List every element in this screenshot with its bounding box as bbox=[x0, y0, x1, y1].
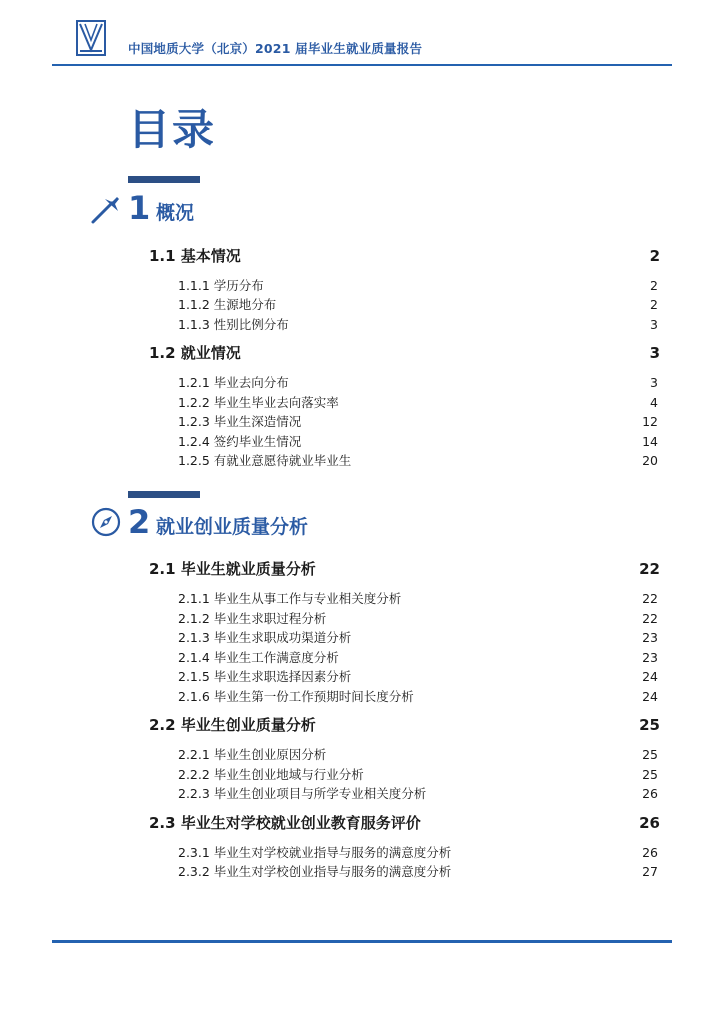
entry-page: 25 bbox=[642, 767, 658, 782]
entry-label: 2.2.1 毕业生创业原因分析 bbox=[178, 747, 327, 762]
toc-entry[interactable] bbox=[178, 845, 658, 863]
entry-label: 1.2.2 毕业生毕业去向落实率 bbox=[178, 395, 339, 410]
entry-page: 3 bbox=[650, 375, 658, 390]
toc-entry[interactable] bbox=[178, 297, 658, 315]
toc-entry[interactable] bbox=[178, 630, 658, 648]
university-logo bbox=[76, 20, 106, 56]
entry-page: 26 bbox=[642, 786, 658, 801]
chapter-2-bar bbox=[128, 491, 200, 498]
entry-label: 2.1.4 毕业生工作满意度分析 bbox=[178, 650, 339, 665]
rock-hammer-icon bbox=[90, 193, 122, 225]
chapter-2-number: 2 bbox=[128, 503, 151, 541]
entry-page: 3 bbox=[650, 317, 658, 332]
toc-entry[interactable] bbox=[178, 650, 658, 668]
section-label: 2.3 毕业生对学校就业创业教育服务评价 bbox=[149, 814, 421, 832]
chapter-1-title: 概况 bbox=[156, 202, 195, 224]
entry-page: 27 bbox=[642, 864, 658, 879]
entry-page: 23 bbox=[642, 630, 658, 645]
footer-divider bbox=[52, 940, 672, 943]
toc-entry[interactable] bbox=[178, 453, 658, 471]
entry-label: 2.2.3 毕业生创业项目与所学专业相关度分析 bbox=[178, 786, 427, 801]
toc-entry[interactable] bbox=[178, 317, 658, 335]
section-label: 2.1 毕业生就业质量分析 bbox=[149, 560, 316, 578]
entry-page: 4 bbox=[650, 395, 658, 410]
entry-page: 22 bbox=[642, 591, 658, 606]
section-label: 1.1 基本情况 bbox=[149, 247, 241, 265]
toc-entry[interactable] bbox=[178, 669, 658, 687]
entry-label: 1.1.2 生源地分布 bbox=[178, 297, 277, 312]
toc-section-2-3[interactable] bbox=[149, 813, 660, 835]
section-page: 3 bbox=[649, 344, 660, 362]
chapter-1-number: 1 bbox=[128, 189, 151, 227]
entry-label: 1.2.1 毕业去向分布 bbox=[178, 375, 289, 390]
report-header-title: 中国地质大学（北京）2021 届毕业生就业质量报告 bbox=[128, 41, 423, 56]
entry-page: 23 bbox=[642, 650, 658, 665]
entry-page: 22 bbox=[642, 611, 658, 626]
entry-label: 2.3.2 毕业生对学校创业指导与服务的满意度分析 bbox=[178, 864, 452, 879]
toc-entry[interactable] bbox=[178, 747, 658, 765]
entry-page: 14 bbox=[642, 434, 658, 449]
entry-page: 2 bbox=[650, 297, 658, 312]
entry-label: 2.1.2 毕业生求职过程分析 bbox=[178, 611, 327, 626]
toc-entry[interactable] bbox=[178, 786, 658, 804]
entry-label: 2.1.6 毕业生第一份工作预期时间长度分析 bbox=[178, 689, 414, 704]
header-divider bbox=[52, 64, 672, 66]
chapter-2-title: 就业创业质量分析 bbox=[156, 516, 309, 538]
entry-page: 2 bbox=[650, 278, 658, 293]
entry-label: 2.2.2 毕业生创业地域与行业分析 bbox=[178, 767, 364, 782]
entry-label: 2.1.1 毕业生从事工作与专业相关度分析 bbox=[178, 591, 402, 606]
toc-entry[interactable] bbox=[178, 864, 658, 882]
entry-label: 2.3.1 毕业生对学校就业指导与服务的满意度分析 bbox=[178, 845, 452, 860]
toc-entry[interactable] bbox=[178, 414, 658, 432]
entry-page: 12 bbox=[642, 414, 658, 429]
toc-entry[interactable] bbox=[178, 767, 658, 785]
toc-entry[interactable] bbox=[178, 611, 658, 629]
toc-section-2-1[interactable] bbox=[149, 559, 660, 581]
section-label: 1.2 就业情况 bbox=[149, 344, 241, 362]
entry-label: 1.1.3 性别比例分布 bbox=[178, 317, 289, 332]
section-page: 26 bbox=[639, 814, 660, 832]
toc-entry[interactable] bbox=[178, 689, 658, 707]
entry-label: 1.1.1 学历分布 bbox=[178, 278, 264, 293]
toc-entry[interactable] bbox=[178, 591, 658, 609]
entry-page: 24 bbox=[642, 669, 658, 684]
entry-label: 2.1.5 毕业生求职选择因素分析 bbox=[178, 669, 352, 684]
section-page: 2 bbox=[649, 247, 660, 265]
entry-page: 26 bbox=[642, 845, 658, 860]
toc-section-2-2[interactable] bbox=[149, 715, 660, 737]
section-label: 2.2 毕业生创业质量分析 bbox=[149, 716, 316, 734]
toc-section-1-2[interactable] bbox=[149, 343, 660, 365]
entry-label: 1.2.5 有就业意愿待就业毕业生 bbox=[178, 453, 352, 468]
section-page: 22 bbox=[639, 560, 660, 578]
toc-entry[interactable] bbox=[178, 434, 658, 452]
toc-section-1-1[interactable] bbox=[149, 246, 660, 268]
chapter-1-bar bbox=[128, 176, 200, 183]
section-page: 25 bbox=[639, 716, 660, 734]
entry-page: 20 bbox=[642, 453, 658, 468]
toc-entry[interactable] bbox=[178, 375, 658, 393]
toc-entry[interactable] bbox=[178, 395, 658, 413]
toc-entry[interactable] bbox=[178, 278, 658, 296]
page-title: 目录 bbox=[128, 105, 217, 154]
compass-icon bbox=[90, 506, 122, 538]
entry-label: 1.2.4 签约毕业生情况 bbox=[178, 434, 302, 449]
entry-page: 24 bbox=[642, 689, 658, 704]
entry-page: 25 bbox=[642, 747, 658, 762]
entry-label: 1.2.3 毕业生深造情况 bbox=[178, 414, 302, 429]
entry-label: 2.1.3 毕业生求职成功渠道分析 bbox=[178, 630, 352, 645]
